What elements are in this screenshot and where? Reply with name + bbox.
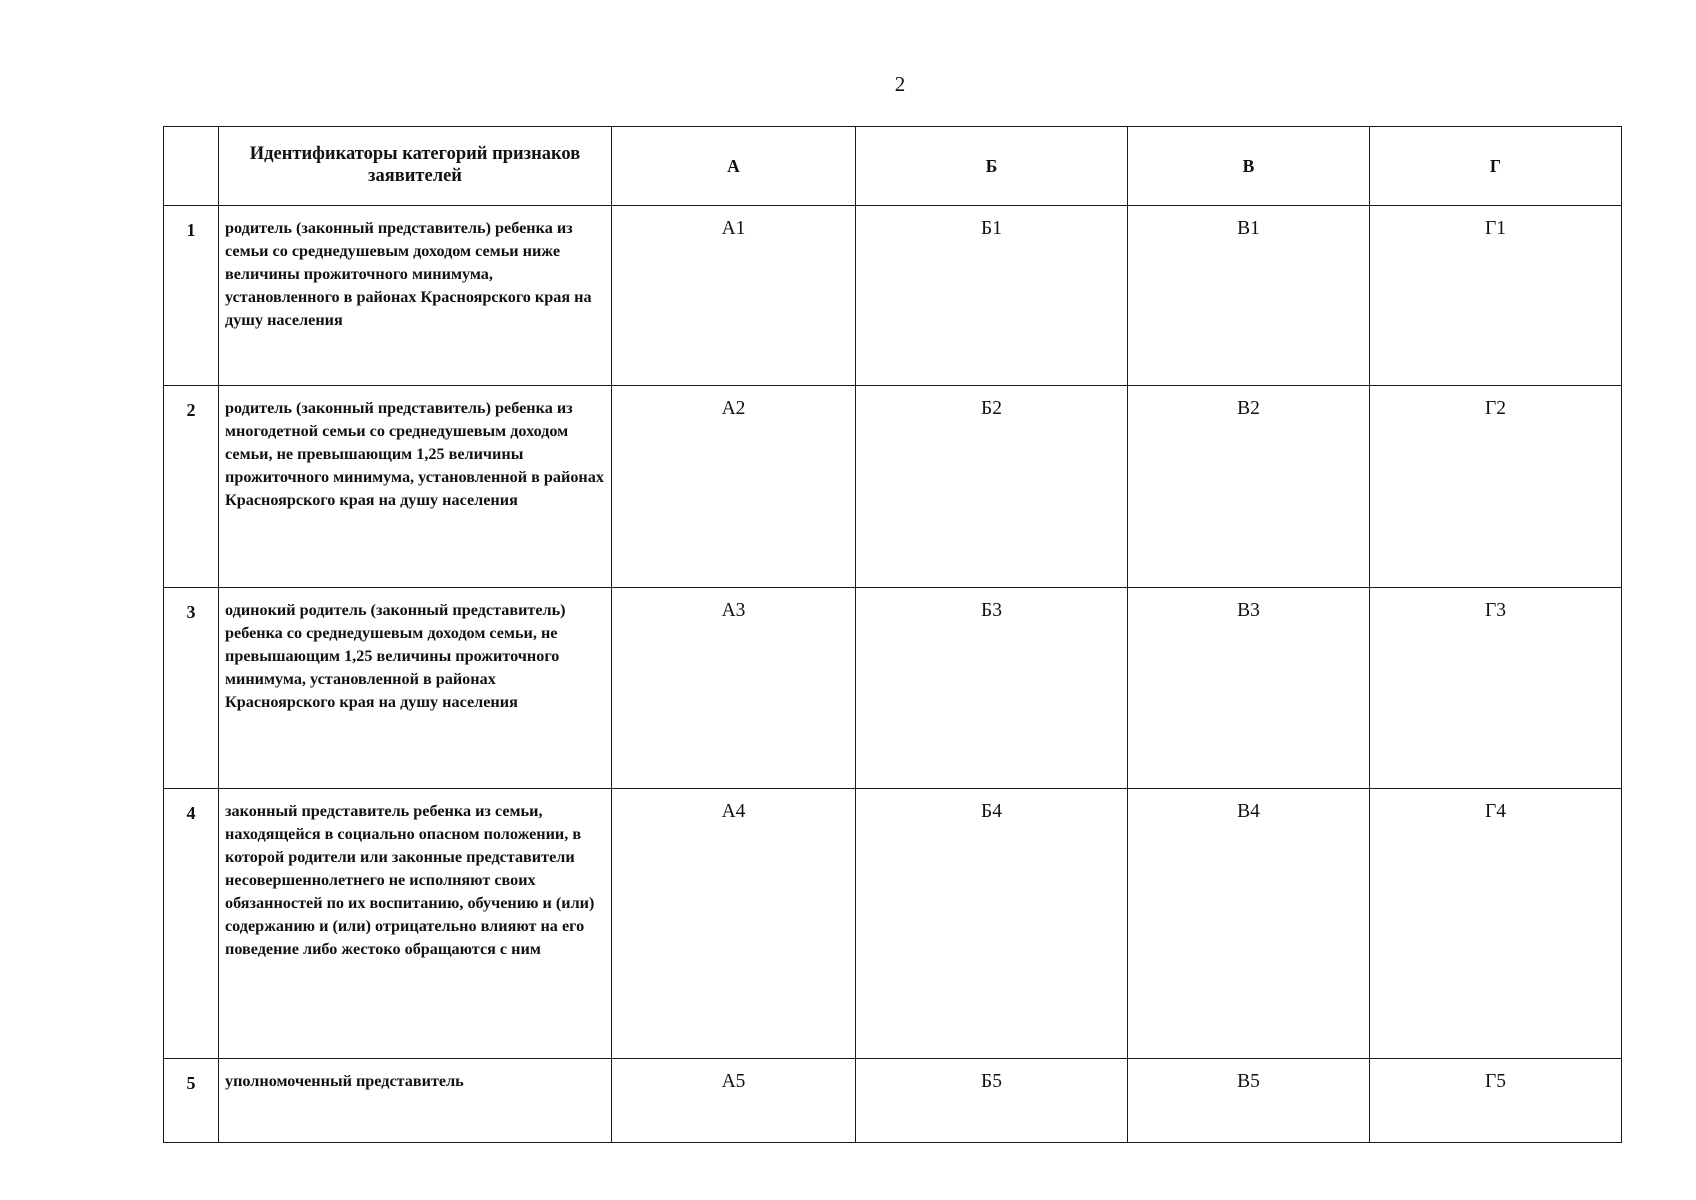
header-column-g: Г — [1370, 127, 1622, 206]
row-code-b: Б4 — [856, 789, 1128, 1059]
table-row — [164, 206, 1622, 386]
row-code-v: В4 — [1128, 789, 1370, 1059]
row-number: 3 — [164, 588, 219, 789]
table-row — [164, 588, 1622, 789]
row-code-g: Г5 — [1370, 1059, 1622, 1143]
table-row — [164, 789, 1622, 1059]
row-code-a: А5 — [612, 1059, 856, 1143]
row-code-g: Г1 — [1370, 206, 1622, 386]
header-description: Идентификаторы категорий признаков заявителей — [249, 144, 581, 186]
row-code-v: В1 — [1128, 206, 1370, 386]
header-column-b: Б — [856, 127, 1128, 206]
table-header-row — [164, 127, 1622, 206]
row-number: 1 — [164, 206, 219, 386]
row-code-a: А3 — [612, 588, 856, 789]
row-code-v: В3 — [1128, 588, 1370, 789]
row-number: 4 — [164, 789, 219, 1059]
row-code-b: Б1 — [856, 206, 1128, 386]
table-row — [164, 386, 1622, 588]
row-code-g: Г4 — [1370, 789, 1622, 1059]
row-code-g: Г2 — [1370, 386, 1622, 588]
row-description: законный представитель ребенка из семьи, находящейся в социально опасном положении, в которой родители или законные представители несовершеннолетнего не исполняют своих обязанностей по их воспитанию, обучению и (или) содержанию и (или) отрицательно влияют на его поведение либо жестоко обращаются с ним — [219, 789, 612, 1059]
row-description: одинокий родитель (законный представитель) ребенка со среднедушевым доходом семьи, не превышающим 1,25 величины прожиточного минимума, установленной в районах Красноярского края на душу населения — [219, 588, 612, 789]
row-code-b: Б5 — [856, 1059, 1128, 1143]
header-num-cell — [164, 127, 219, 206]
row-description: уполномоченный представитель — [219, 1059, 612, 1143]
row-code-a: А1 — [612, 206, 856, 386]
row-code-a: А2 — [612, 386, 856, 588]
row-number: 5 — [164, 1059, 219, 1143]
table-row — [164, 1059, 1622, 1143]
row-code-b: Б3 — [856, 588, 1128, 789]
row-description: родитель (законный представитель) ребенка из семьи со среднедушевым доходом семьи ниже величины прожиточного минимума, установленного в районах Красноярского края на душу населения — [219, 206, 612, 386]
header-description-cell — [219, 127, 612, 206]
row-description: родитель (законный представитель) ребенка из многодетной семьи со среднедушевым доходом семьи, не превышающим 1,25 величины прожиточного минимума, установленной в районах Красноярского края на душу населения — [219, 386, 612, 588]
row-code-v: В2 — [1128, 386, 1370, 588]
page-number: 2 — [894, 72, 906, 96]
row-code-g: Г3 — [1370, 588, 1622, 789]
header-column-a: А — [612, 127, 856, 206]
row-code-v: В5 — [1128, 1059, 1370, 1143]
row-code-b: Б2 — [856, 386, 1128, 588]
applicant-categories-table — [163, 126, 1622, 1143]
row-code-a: А4 — [612, 789, 856, 1059]
header-column-v: В — [1128, 127, 1370, 206]
row-number: 2 — [164, 386, 219, 588]
